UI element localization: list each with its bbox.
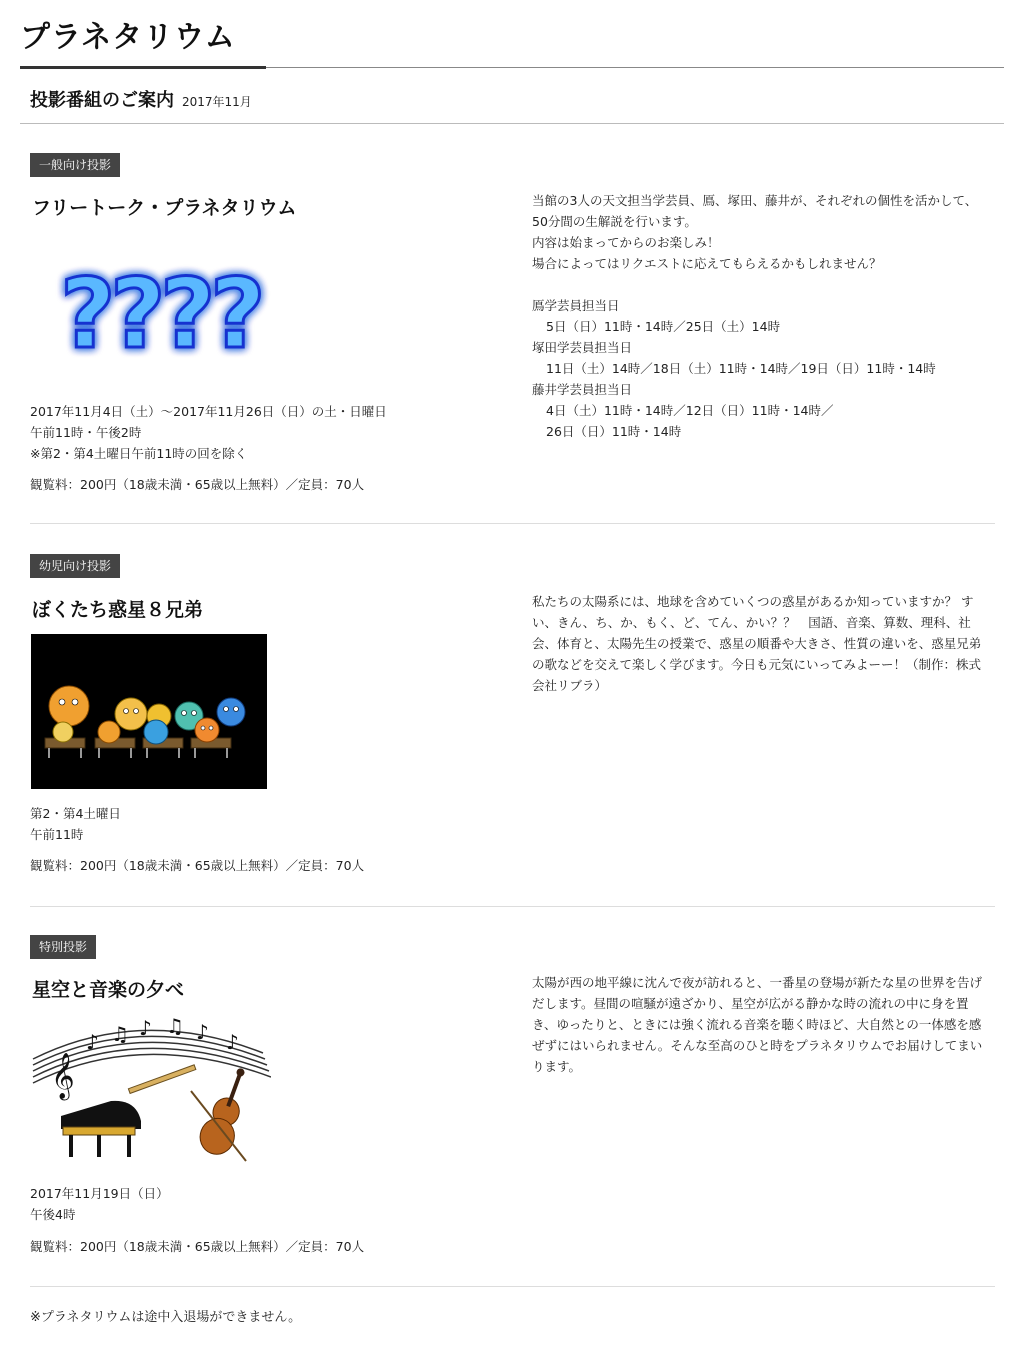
footer-note: ※プラネタリウムは途中入退場ができません。: [30, 1310, 302, 1325]
program-schedule: [30, 401, 387, 464]
question-mark-icon: ?: [60, 258, 116, 365]
curator-days: 4日（土）11時・14時／12日（日）11時・14時／: [546, 403, 834, 418]
program-description: 太陽が西の地平線に沈んで夜が訪れると、一番星の登場が新たな星の世界を告げだします。昼間の喧騒が遠ざかり、星空が広がる静かな時の流れの中に身を置き、ゆったりと、ときには強く流れる音楽を聴く時ほど、大自然との一体感を感ぜずにはいられません。そんな至高のひと時をプラネタリウムでお届けしてまいります。: [532, 975, 983, 1074]
svg-text:♪: ♪: [226, 1030, 239, 1054]
program-category-tag: 幼児向け投影: [30, 554, 120, 578]
question-marks-image: [52, 245, 277, 365]
section-divider: [30, 1286, 995, 1287]
treble-clef-icon: 𝄞: [51, 1053, 75, 1099]
program-guide-header: [30, 86, 252, 112]
program-category-tag: 一般向け投影: [30, 153, 120, 177]
schedule-times: 午後4時: [30, 1207, 76, 1222]
curator-name: 鳫学芸員担当日: [532, 298, 620, 313]
program-description: 私たちの太陽系には、地球を含めていくつの惑星があるか知っていますか？ すい、きん、ち、か、もく、ど、てん、かい？？ 国語、音楽、算数、理科、社会、体育と、太陽先生の授業で、惑星の順番や大きさ、性質の違いを、惑星兄弟の歌などを交えて楽しく学びます。今日も元気にいってみよーー！（制作：株式会社リブラ）: [532, 594, 982, 693]
program-fee: 観覧料：200円（18歳未満・65歳以上無料）／定員：70人: [30, 858, 365, 873]
question-mark-icon: ?: [210, 258, 266, 365]
section-divider: [30, 906, 995, 907]
page-title: プラネタリウム: [20, 20, 236, 55]
program-schedule: [30, 1183, 169, 1225]
question-mark-icon: ?: [160, 258, 216, 365]
schedule-note: ※第2・第4土曜日午前11時の回を除く: [30, 446, 248, 461]
schedule-times: 午前11時・午後2時: [30, 425, 142, 440]
schedule-dates: 2017年11月4日（土）～2017年11月26日（日）の土・日曜日: [30, 404, 387, 419]
title-rule: [266, 67, 1004, 68]
program-category-tag: 特別投影: [30, 935, 96, 959]
description-line: 当館の3人の天文担当学芸員、鳫、塚田、藤井が、それぞれの個性を活かして、: [532, 193, 978, 208]
program-month: 2017年11月: [182, 95, 252, 109]
program-title: フリートーク・プラネタリウム: [32, 197, 297, 219]
program-section-kids: [30, 554, 995, 884]
curator-days: 5日（日）11時・14時／25日（土）14時: [546, 319, 781, 334]
planet-brothers-image: [31, 634, 267, 789]
title-underline: [20, 66, 266, 69]
curator-name: 塚田学芸員担当日: [532, 340, 633, 355]
music-instruments-image: [31, 1011, 271, 1171]
description-line: 内容は始まってからのお楽しみ！: [532, 235, 720, 250]
program-schedule: [30, 803, 121, 845]
subhead-divider: [20, 123, 1004, 124]
description-line: 50分間の生解説を行います。: [532, 214, 697, 229]
program-fee: 観覧料：200円（18歳未満・65歳以上無料）／定員：70人: [30, 477, 365, 492]
schedule-days: 第2・第4土曜日: [30, 806, 121, 821]
curator-days: 11日（土）14時／18日（土）11時・14時／19日（日）11時・14時: [546, 361, 936, 376]
program-section-general: [30, 153, 995, 513]
schedule-times: 午前11時: [30, 827, 84, 842]
svg-text:♪: ♪: [139, 1016, 152, 1040]
section-divider: [30, 523, 995, 524]
program-description: [532, 190, 992, 442]
svg-text:♪: ♪: [86, 1030, 99, 1054]
program-title: 星空と音楽の夕べ: [32, 979, 185, 1001]
curator-days: 26日（日）11時・14時: [546, 424, 682, 439]
question-mark-icon: ?: [110, 258, 166, 365]
schedule-date: 2017年11月19日（日）: [30, 1186, 169, 1201]
program-title: ぼくたち惑星８兄弟: [32, 599, 204, 621]
svg-text:♪: ♪: [196, 1020, 209, 1044]
curator-name: 藤井学芸員担当日: [532, 382, 633, 397]
program-fee: 観覧料：200円（18歳未満・65歳以上無料）／定員：70人: [30, 1239, 365, 1254]
program-guide-title: 投影番組のご案内: [30, 90, 174, 111]
svg-text:♫: ♫: [111, 1022, 129, 1046]
program-section-special: [30, 935, 995, 1265]
svg-text:♫: ♫: [166, 1014, 184, 1038]
description-line: 場合によってはリクエストに応えてもらえるかもしれません？: [532, 256, 882, 271]
